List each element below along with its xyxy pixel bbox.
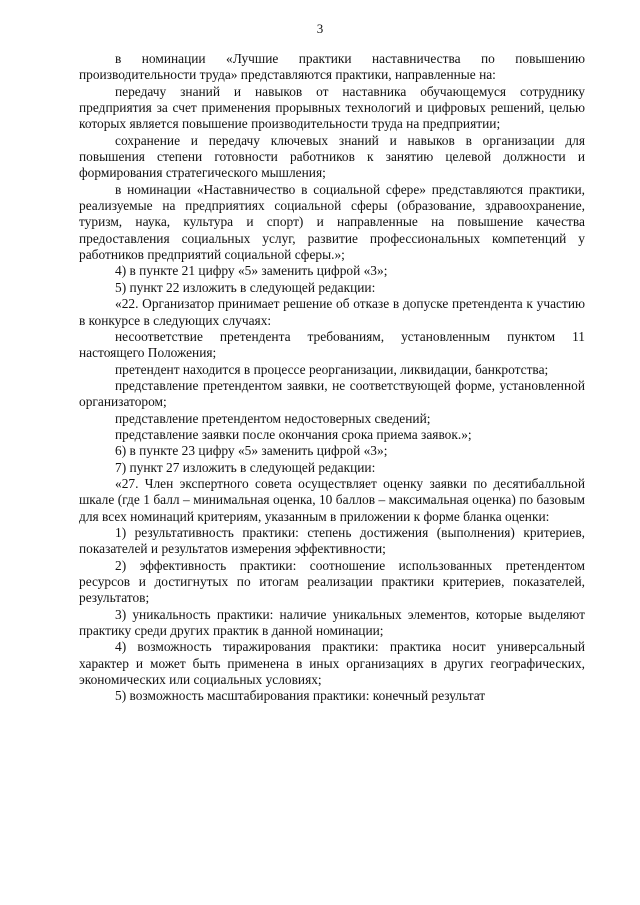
paragraph: передачу знаний и навыков от наставника обучающемуся сотруднику предприятия за счет применения прорывных технологий и цифровых решений, целью которых является повышение производительности труда на предприятии;	[79, 83, 585, 132]
paragraph: 2) эффективность практики: соотношение использованных претендентом ресурсов и достигнутых по итогам реализации практики критериев, показателей, результатов;	[79, 557, 585, 606]
paragraph: представление заявки после окончания срока приема заявок.»;	[115, 426, 472, 442]
page-number: 3	[316, 21, 324, 36]
paragraph: 3) уникальность практики: наличие уникальных элементов, которые выделяют практику среди других практик в данной номинации;	[79, 606, 585, 639]
paragraph: в номинации «Лучшие практики наставничества по повышению производительности труда» представляются практики, направленные на:	[79, 51, 585, 83]
paragraph: 4) возможность тиражирования практики: практика носит универсальный характер и может быть применена в иных организациях в других географических, экономических или социальных условиях;	[79, 639, 585, 688]
paragraph: «22. Организатор принимает решение об отказе в допуске претендента к участию в конкурсе в следующих случаях:	[79, 296, 585, 328]
paragraph: сохранение и передачу ключевых знаний и навыков в организации для повышения степени готовности работников к занятию целевой должности и формирования стратегического мышления;	[79, 132, 585, 181]
paragraph: 1) результативность практики: степень достижения (выполнения) критериев, показателей и результатов измерения эффективности;	[79, 524, 585, 557]
paragraph: 4) в пункте 21 цифру «5» заменить цифрой «3»;	[115, 263, 388, 279]
paragraph: «27. Член экспертного совета осуществляет оценку заявки по десятибалльной шкале (где 1 балл – минимальная оценка, 10 баллов – максимальная оценка) по базовым для всех номинаций критериям, указанным в приложении к форме бланка оценки:	[79, 475, 585, 524]
paragraph: 5) пункт 22 изложить в следующей редакции:	[115, 279, 376, 295]
paragraph: 5) возможность масштабирования практики: конечный результат	[115, 688, 486, 704]
paragraph: несоответствие претендента требованиям, установленным пунктом 11 настоящего Положения;	[79, 328, 585, 361]
paragraph: представление претендентом недостоверных сведений;	[115, 410, 431, 426]
paragraph: претендент находится в процессе реорганизации, ликвидации, банкротства;	[115, 361, 549, 377]
paragraph: 7) пункт 27 изложить в следующей редакции:	[115, 459, 376, 475]
paragraph: 6) в пункте 23 цифру «5» заменить цифрой «3»;	[115, 443, 388, 459]
document-body	[79, 51, 585, 705]
paragraph: в номинации «Наставничество в социальной сфере» представляются практики, реализуемые на предприятиях социальной сферы (образование, здравоохранение, туризм, наука, культура и спорт) и направленные на повышение качества предоставления социальных услуг, развитие профессиональных компетенций у работников предприятий социальной сферы.»;	[79, 181, 585, 263]
paragraph: представление претендентом заявки, не соответствующей форме, установленной организатором;	[79, 377, 585, 410]
